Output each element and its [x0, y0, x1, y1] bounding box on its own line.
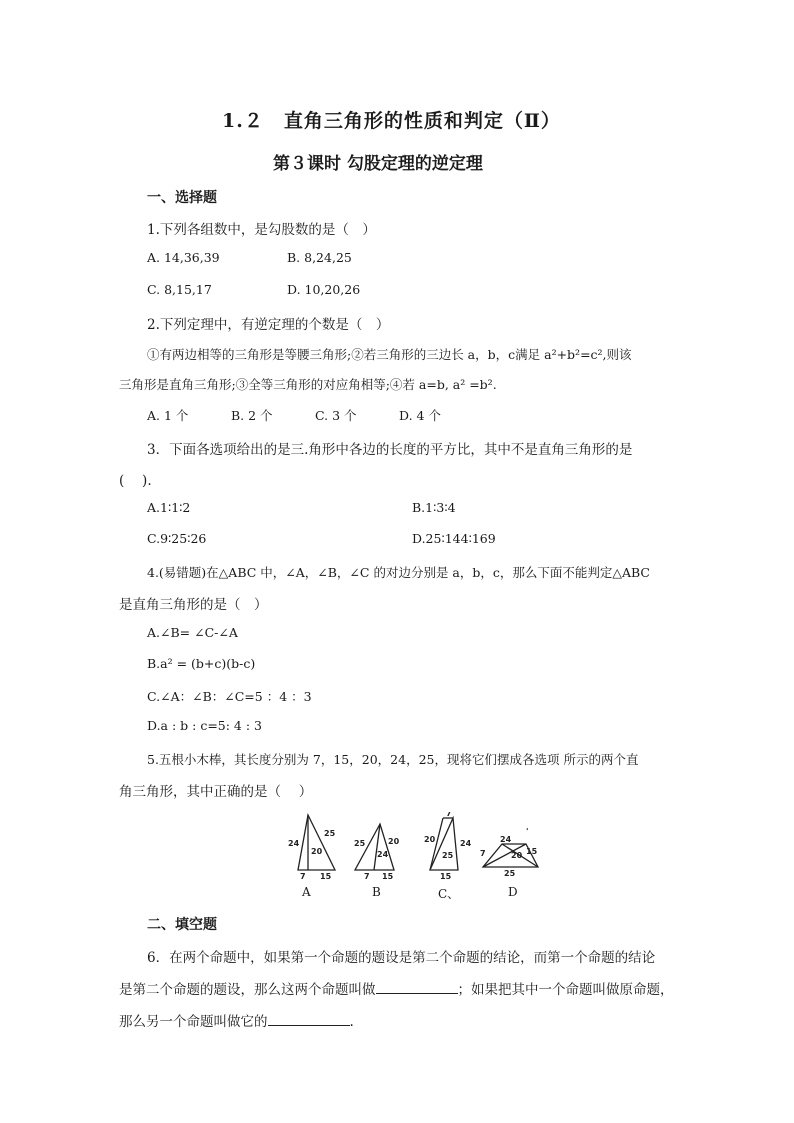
figure-d: [478, 812, 548, 902]
figure-d-num-25: 25: [504, 869, 516, 878]
figure-a-num-24: 24: [288, 839, 300, 848]
figure-b-inner-line: [374, 824, 380, 870]
figure-d-num-7: 7: [480, 849, 486, 858]
q1-option-b: B. 8,24,25: [287, 250, 352, 265]
figure-c-num-25: 25: [442, 851, 454, 860]
figure-a-outer-triangle: [298, 815, 335, 870]
figure-c-label: C、: [438, 887, 460, 901]
page-subtitle: 第３课时 勾股定理的逆定理: [273, 154, 483, 174]
figure-c-num-24: 24: [460, 839, 472, 848]
figure-c-num-20: 20: [424, 835, 436, 844]
q3-option-c: C.9∶25∶26: [147, 531, 207, 546]
figure-c: [418, 812, 478, 902]
figure-b-num-15: 15: [382, 872, 394, 881]
figure-a-num-20: 20: [311, 847, 323, 856]
q2-statement-line2: 三角形是直角三角形;③全等三角形的对应角相等;④若 a=b, a² =b².: [119, 377, 497, 392]
q2-stem: 2.下列定理中，有逆定理的个数是（ ）: [147, 317, 390, 333]
q3-option-d: D.25∶144∶169: [412, 531, 496, 546]
q6-blank-2[interactable]: [268, 1012, 350, 1026]
q6-line2-part1: 是第二个命题的题设，那么这两个命题叫做: [119, 982, 376, 998]
q2-option-a: A. 1 个: [147, 408, 189, 423]
q2-option-b: B. 2 个: [231, 408, 273, 423]
q2-option-d: D. 4 个: [399, 408, 441, 423]
figure-b-num-25: 25: [354, 839, 366, 848]
q4-stem-line1: 4.(易错题)在△ABC 中，∠A，∠B，∠C 的对边分别是 a，b，c，那么下面不能判定△ABC: [147, 565, 650, 580]
q4-option-a: A.∠B= ∠C-∠A: [147, 625, 238, 640]
q4-stem-line2: 是直角三角形的是（ ）: [119, 597, 268, 613]
q6-line3-part1: 那么另一个命题叫做它的: [119, 1014, 268, 1030]
figure-a-num-25: 25: [324, 829, 336, 838]
q2-statement-line1: ①有两边相等的三角形是等腰三角形;②若三角形的三边长 a，b，c满足 a²+b²=c²,则该: [147, 347, 632, 362]
q4-option-c: C.∠A：∠B：∠C=5 ：4 ：3: [147, 689, 312, 704]
figure-d-num-24: 24: [500, 835, 512, 844]
figure-c-num-15: 15: [440, 872, 452, 881]
q6-line3: [119, 1010, 354, 1030]
q1-stem: 1.下列各组数中，是勾股数的是（ ）: [147, 222, 376, 238]
figure-a-num-7: 7: [300, 872, 306, 881]
q1-option-d: D. 10,20,26: [287, 282, 361, 297]
figure-a-label: A: [302, 885, 311, 899]
q3-stem-line2: ( ).: [119, 473, 152, 489]
q1-option-a: A. 14,36,39: [147, 250, 220, 265]
figure-b-num-20: 20: [388, 837, 400, 846]
q1-option-c: C. 8,15,17: [147, 282, 212, 297]
q6-line2-part2: ；如果把其中一个命题叫做原命题，: [457, 982, 674, 998]
page-title: 1.２ 直角三角形的性质和判定（Ⅱ）: [222, 110, 561, 132]
figure-d-mark: ': [526, 827, 529, 836]
figure-b: [350, 812, 410, 902]
figure-d-num-20: 20: [511, 851, 523, 860]
figure-d-num-15: 15: [526, 847, 538, 856]
figure-a: [280, 812, 340, 902]
figure-d-label: D: [508, 885, 518, 899]
figure-b-num-24: 24: [377, 850, 389, 859]
section-heading-fill: 二、填空题: [147, 917, 217, 933]
q3-option-b: B.1∶3∶4: [412, 500, 456, 515]
figure-b-label: B: [372, 885, 381, 899]
q6-line3-part2: .: [349, 1014, 354, 1030]
q3-option-a: A.1∶1∶2: [147, 500, 191, 515]
q2-option-c: C. 3 个: [315, 408, 357, 423]
q5-stem-line2: 角三角形，其中正确的是（ ）: [119, 784, 313, 800]
figure-b-num-7: 7: [364, 872, 370, 881]
figure-c-outer-triangle: [430, 818, 458, 870]
q6-blank-1[interactable]: [376, 980, 458, 994]
section-heading-choice: 一、选择题: [147, 190, 217, 206]
q4-option-d: D.a : b : c=5: 4 : 3: [147, 718, 262, 733]
q4-option-b: B.a² = (b+c)(b-c): [147, 656, 256, 671]
q6-line2: [119, 978, 674, 998]
q5-stem-line1: 5.五根小木棒，其长度分别为 7，15，20，24，25，现将它们摆成各选项 所示的两个直: [147, 752, 639, 767]
q6-line1: 6．在两个命题中，如果第一个命题的题设是第二个命题的结论，而第一个命题的结论: [147, 950, 656, 966]
q3-stem-line1: 3．下面各选项给出的是三.角形中各边的长度的平方比，其中不是直角三角形的是: [147, 442, 633, 458]
figure-c-num-7: 7: [446, 812, 452, 818]
figure-a-num-15: 15: [320, 872, 332, 881]
